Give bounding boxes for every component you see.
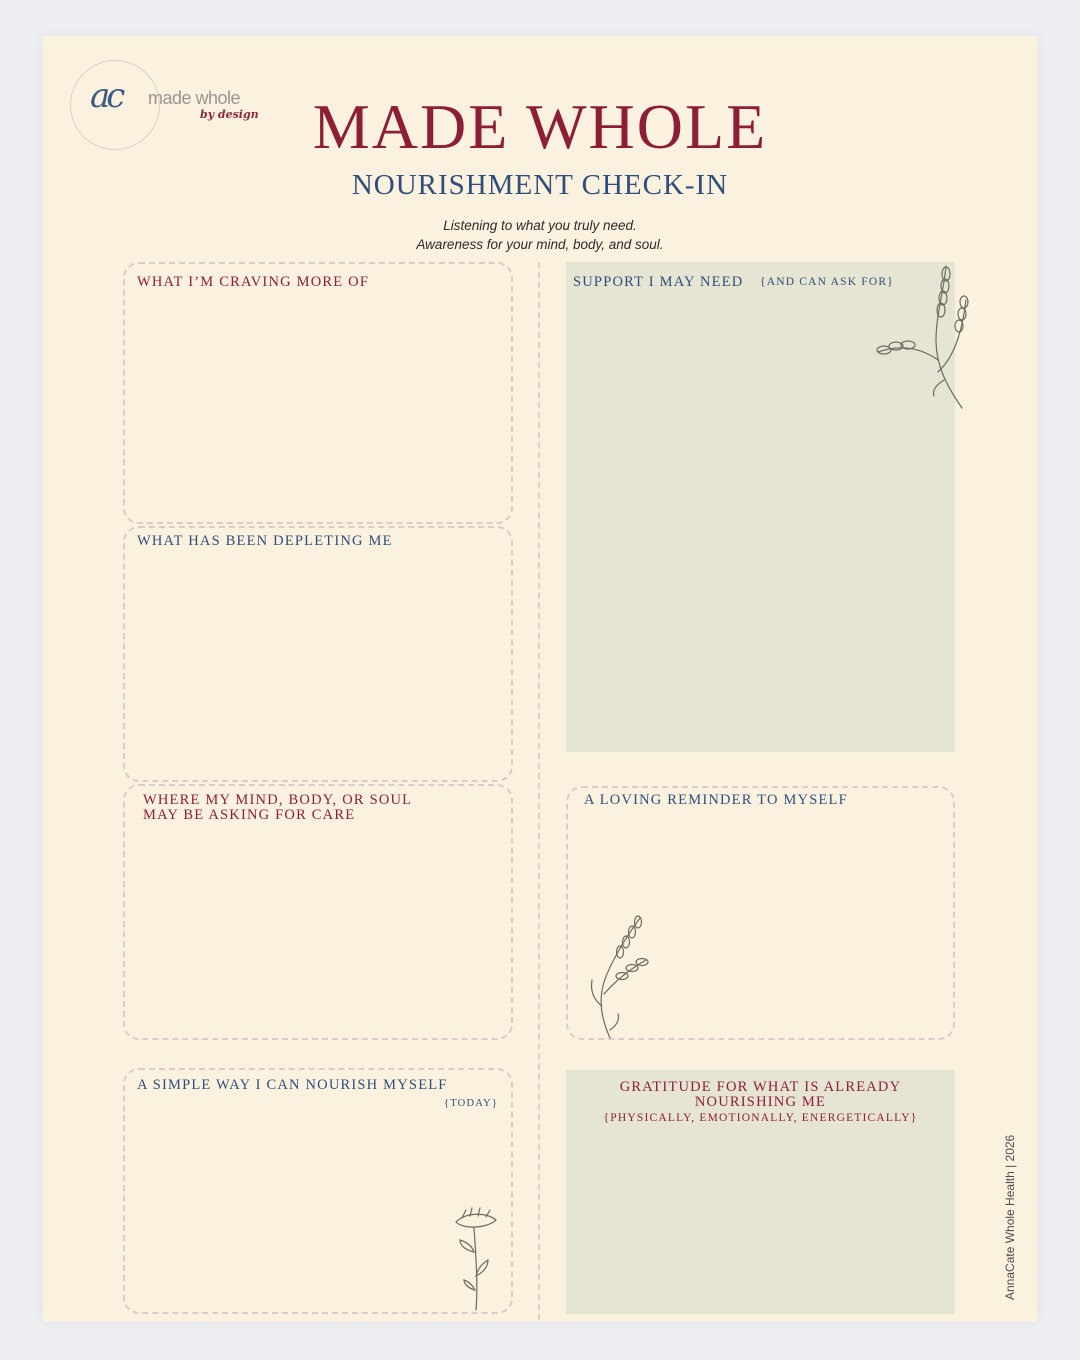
support-label: SUPPORT I MAY NEED [573, 274, 744, 290]
depleting-label: WHAT HAS BEEN DEPLETING ME [137, 533, 393, 549]
care-label-1: WHERE MY MIND, BODY, OR SOUL [143, 792, 413, 808]
tagline-line-2: Awareness for your mind, body, and soul. [416, 237, 664, 252]
logo-subtext: by design [200, 108, 259, 121]
gratitude-note: {PHYSICALLY, EMOTIONALLY, ENERGETICALLY} [603, 1112, 918, 1124]
gratitude-label-2: NOURISHING ME [694, 1094, 827, 1110]
craving-label: WHAT I’M CRAVING MORE OF [137, 274, 370, 290]
tagline [0, 216, 1080, 254]
depleting-box[interactable] [123, 526, 513, 782]
lavender-sprig-icon [580, 910, 652, 1042]
tagline-line-1: Listening to what you truly need. [443, 218, 637, 233]
page-title: MADE WHOLE [312, 91, 768, 162]
lavender-sprig-icon [866, 260, 976, 412]
column-divider [538, 262, 540, 1320]
nourish-note: {TODAY} [444, 1098, 499, 1109]
logo-wordmark: made whole [148, 88, 241, 108]
care-label-2: MAY BE ASKING FOR CARE [143, 807, 356, 823]
nourish-label: A SIMPLE WAY I CAN NOURISH MYSELF [137, 1077, 448, 1093]
gratitude-label-1: GRATITUDE FOR WHAT IS ALREADY [619, 1079, 902, 1095]
wildflower-icon [448, 1206, 504, 1312]
craving-box[interactable] [123, 262, 513, 524]
reminder-label: A LOVING REMINDER TO MYSELF [584, 792, 848, 808]
footer-credit: AnnaCate Whole Health | 2026 [1003, 1134, 1017, 1300]
logo-monogram: ac [90, 76, 122, 116]
page-subtitle: NOURISHMENT CHECK-IN [351, 169, 729, 201]
support-note: {AND CAN ASK FOR} [760, 276, 895, 288]
